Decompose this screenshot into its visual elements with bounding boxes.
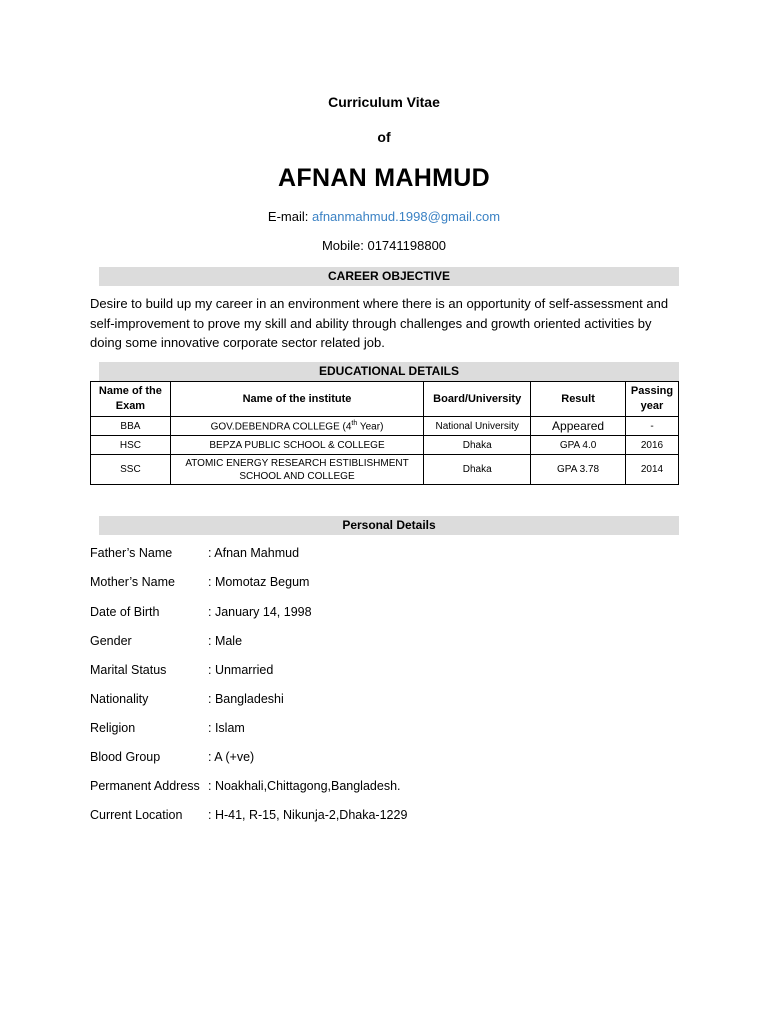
email-label: E-mail: xyxy=(267,209,312,224)
cell-result: GPA 4.0 xyxy=(531,436,626,455)
cell-exam: SSC xyxy=(91,455,171,485)
personal-label: Father’s Name xyxy=(90,546,173,560)
header-result: Result xyxy=(531,382,626,417)
cell-year: - xyxy=(626,417,679,436)
personal-row xyxy=(90,808,690,822)
cell-result: Appeared xyxy=(531,417,626,436)
cell-year: 2014 xyxy=(626,455,679,485)
personal-value: : A (+ve) xyxy=(208,750,255,764)
personal-row xyxy=(90,721,690,735)
personal-value: : Islam xyxy=(208,721,245,735)
personal-label: Gender xyxy=(90,634,132,648)
header-institute: Name of the institute xyxy=(170,382,423,417)
personal-value: : Male xyxy=(208,634,243,648)
header-exam: Name of the Exam xyxy=(91,382,171,417)
personal-row xyxy=(90,779,690,793)
personal-value: : January 14, 1998 xyxy=(208,605,312,619)
document-of: of xyxy=(377,129,391,145)
email-line xyxy=(0,209,768,224)
mobile-line: Mobile: 01741198800 xyxy=(321,238,447,253)
personal-value: : H-41, R-15, Nikunja-2,Dhaka-1229 xyxy=(208,808,408,822)
cell-exam: HSC xyxy=(91,436,171,455)
personal-row xyxy=(90,546,690,560)
personal-label: Religion xyxy=(90,721,136,735)
section-educational-details: EDUCATIONAL DETAILS xyxy=(99,362,679,381)
personal-value: : Afnan Mahmud xyxy=(208,546,300,560)
cell-year: 2016 xyxy=(626,436,679,455)
personal-label: Date of Birth xyxy=(90,605,160,619)
personal-value: : Unmarried xyxy=(208,663,274,677)
cell-institute: GOV.DEBENDRA COLLEGE (4th Year) xyxy=(170,417,423,436)
objective-text: Desire to build up my career in an environment where there is an opportunity of self-assessment and self-improvement to prove my skill and ability through challenges and growth oriented activities by doing some innovative corporate sector related job. xyxy=(90,296,669,350)
personal-value: : Bangladeshi xyxy=(208,692,284,706)
personal-value: : Noakhali,Chittagong,Bangladesh. xyxy=(208,779,401,793)
personal-label: Permanent Address xyxy=(90,779,200,793)
personal-value: : Momotaz Begum xyxy=(208,575,310,589)
personal-row xyxy=(90,692,690,706)
table-header-row xyxy=(91,382,679,417)
personal-label: Blood Group xyxy=(90,750,161,764)
personal-row xyxy=(90,634,690,648)
personal-row xyxy=(90,663,690,677)
document-title: Curriculum Vitae xyxy=(328,94,440,110)
table-row xyxy=(91,417,679,436)
candidate-name: AFNAN MAHMUD xyxy=(278,164,490,192)
cell-board: Dhaka xyxy=(424,455,531,485)
personal-label: Marital Status xyxy=(90,663,167,677)
header-board: Board/University xyxy=(424,382,531,417)
email-link[interactable]: afnanmahmud.1998@gmail.com xyxy=(311,209,501,224)
personal-row xyxy=(90,575,690,589)
cell-board: Dhaka xyxy=(424,436,531,455)
personal-label: Mother’s Name xyxy=(90,575,175,589)
cell-exam: BBA xyxy=(91,417,171,436)
personal-label: Current Location xyxy=(90,808,183,822)
header-year: Passing year xyxy=(626,382,679,417)
section-career-objective: CAREER OBJECTIVE xyxy=(99,267,679,286)
education-table xyxy=(90,381,679,485)
table-row xyxy=(91,455,679,485)
section-personal-details: Personal Details xyxy=(99,516,679,535)
personal-label: Nationality xyxy=(90,692,149,706)
personal-row xyxy=(90,750,690,764)
cell-result: GPA 3.78 xyxy=(531,455,626,485)
personal-row xyxy=(90,605,690,619)
cell-board: National University xyxy=(424,417,531,436)
cell-institute: BEPZA PUBLIC SCHOOL & COLLEGE xyxy=(170,436,423,455)
cell-institute: ATOMIC ENERGY RESEARCH ESTIBLISHMENT SCHOOL AND COLLEGE xyxy=(170,455,423,485)
table-row xyxy=(91,436,679,455)
